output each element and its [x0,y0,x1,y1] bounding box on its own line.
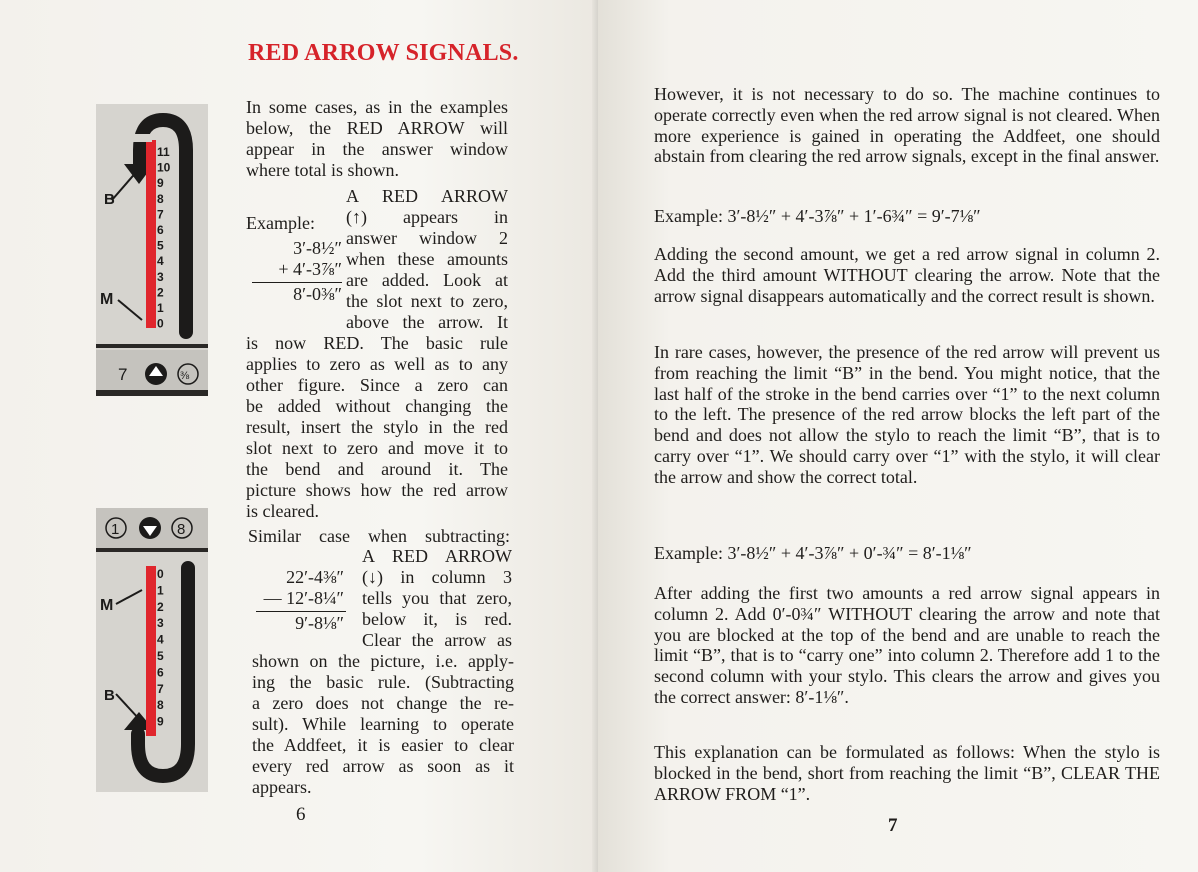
text-line: every red arrow as soon as it [252,756,514,776]
page-number: 6 [296,804,306,825]
text-line: be added without changing the [246,396,508,416]
gauge-digit: 1 [157,301,164,315]
text-line: appear in the answer window [246,139,508,159]
gauge-digit: 11 [157,145,170,159]
example-calc [250,238,342,305]
calc-line: + 4′-3⅞″ [278,259,342,279]
text-line: below, the RED ARROW will [246,118,508,138]
text-line: the slot next to zero, [346,291,508,311]
limit-m-label: M [100,597,114,614]
gauge-digit: 3 [157,616,164,631]
limit-b-label: B [104,687,115,704]
text-line: the Addfeet, it is easier to clear [252,735,514,755]
gauge-digit: 8 [157,698,164,713]
gauge-digit: 9 [157,176,164,191]
calc-line: 3′-8½″ [293,238,342,258]
page-title: RED ARROW SIGNALS. [248,40,519,66]
gauge-digit: 4 [157,632,164,647]
intro-text [246,97,508,181]
text-line: appears. [252,777,312,797]
text-line: is cleared. [246,501,319,521]
example-1: Example: 3′-8½″ + 4′-3⅞″ + 1′-6¾″ = 9′-7⅛″ [654,206,981,226]
text-line: In some cases, as in the examples [246,97,508,117]
text-line: shown on the picture, i.e. apply- [252,651,514,671]
sum-rule [252,282,342,283]
gauge-digit: 1 [157,583,164,598]
gauge-illustration-1 [96,104,208,396]
left-page [0,0,598,872]
text-line: where total is shown. [246,160,399,180]
gauge-digit: 5 [157,649,164,663]
text-line: result, insert the stylo in the red [246,417,508,437]
gauge-digit: 7 [157,207,164,222]
gauge-digit: 7 [157,681,164,696]
paragraph-4: After adding the first two amounts a red arrow signal appears in column 2. Add 0′-0¾″ WITHOUT clearing the arrow and note that you are blocked at the top of the bend and are unable to reach the limit “B”, that is to “carry one” into column 2. Therefore add 1 to the second column with your stylo. This clears the arrow and gives you the correct answer: 8′-1⅛″. [654,583,1160,707]
text-line: sult). While learning to operate [252,714,514,734]
text-line: ing the basic rule. (Subtracting [252,672,514,692]
calc-result: 9′-8⅛″ [295,613,344,633]
limit-b-label: B [104,191,115,208]
text-line: below it, is red. [362,609,512,629]
paragraph-5: This explanation can be formulated as follows: When the stylo is blocked in the bend, short from reaching the limit “B”, CLEAR THE ARROW FROM “1”. [654,742,1160,804]
right-page [598,0,1198,872]
paragraph-1: However, it is not necessary to do so. The machine continues to operate correctly even when the red arrow signal is not cleared. When more experience is gained in operating the Addfeet, one should abstain from clearing the red arrow signals, except in the final answer. [654,84,1160,167]
limit-m-label: M [100,291,114,308]
calc-line: 22′-4⅜″ [286,567,344,587]
gauge-illustration-2 [96,508,208,792]
side-text-2 [362,546,512,651]
gauge-digit: 0 [157,567,164,581]
header-right-digit: 8 [177,521,186,538]
text-line: applies to zero as well as to any [246,354,508,374]
text-line: (↑) appears in [346,207,508,227]
text-line: the bend and around it. The [246,459,508,479]
text-line: Clear the arrow as [362,630,512,650]
page-number: 7 [888,815,898,836]
text-line: A RED ARROW [362,546,512,566]
text-line: slot next to zero and move it to [246,438,508,458]
gauge-digit: 10 [157,160,171,175]
body-text-1 [246,333,508,522]
calc-line: — 12′-8¼″ [263,588,344,608]
text-line: A RED ARROW [346,186,508,206]
gauge-digit: 0 [157,316,164,331]
gauge-digit: 5 [157,238,164,253]
text-line: are added. Look at [346,270,508,290]
text-line: is now RED. The basic rule [246,333,508,353]
text-line: when these amounts [346,249,508,269]
gauge-digit: 2 [157,285,164,300]
text-line: tells you that zero, [362,588,512,608]
body-text-2 [252,651,514,798]
header-left-digit: 1 [111,521,120,538]
paragraph-2: Adding the second amount, we get a red arrow signal in column 2. Add the third amount WITHOUT clearing the arrow. Note that the arrow signal disappears automatically and the correct result is shown. [654,244,1160,306]
calc-result: 8′-0⅜″ [293,284,342,304]
gauge-digit: 6 [157,665,164,680]
text-line: picture shows how the red arrow [246,480,508,500]
footer-right-digit: ⅜ [180,370,190,382]
text-line: other figure. Since a zero can [246,375,508,395]
gauge-digit: 8 [157,191,164,206]
gauge-digit: 9 [157,714,164,729]
text-line: above the arrow. It [346,312,508,332]
text-line: (↓) in column 3 [362,567,512,587]
gauge-digit: 2 [157,599,164,614]
text-line: answer window 2 [346,228,508,248]
gauge-digit: 4 [157,254,164,269]
footer-left-digit: 7 [118,365,128,384]
gauge-digit: 3 [157,269,164,284]
difference-rule [256,611,346,612]
example-2: Example: 3′-8½″ + 4′-3⅞″ + 0′-¾″ = 8′-1⅛″ [654,543,972,563]
side-text-1 [346,186,508,333]
gauge-digit: 6 [157,223,164,237]
text-line: a zero does not change the re- [252,693,514,713]
example-label: Example: [246,213,315,233]
similar-case-line: Similar case when subtracting: [248,526,510,546]
paragraph-3: In rare cases, however, the presence of the red arrow will prevent us from reaching the limit “B” in the bend. You might notice, that the last half of the stroke in the bend carries over “1” to the next column to the left. The presence of the red arrow blocks the left part of the bend and does not allow the stylo to reach the limit “B”, that is to carry over “1”. We should carry over “1” with the stylo, it will clear the arrow and show the correct total. [654,342,1160,487]
subtract-calc [248,567,344,634]
